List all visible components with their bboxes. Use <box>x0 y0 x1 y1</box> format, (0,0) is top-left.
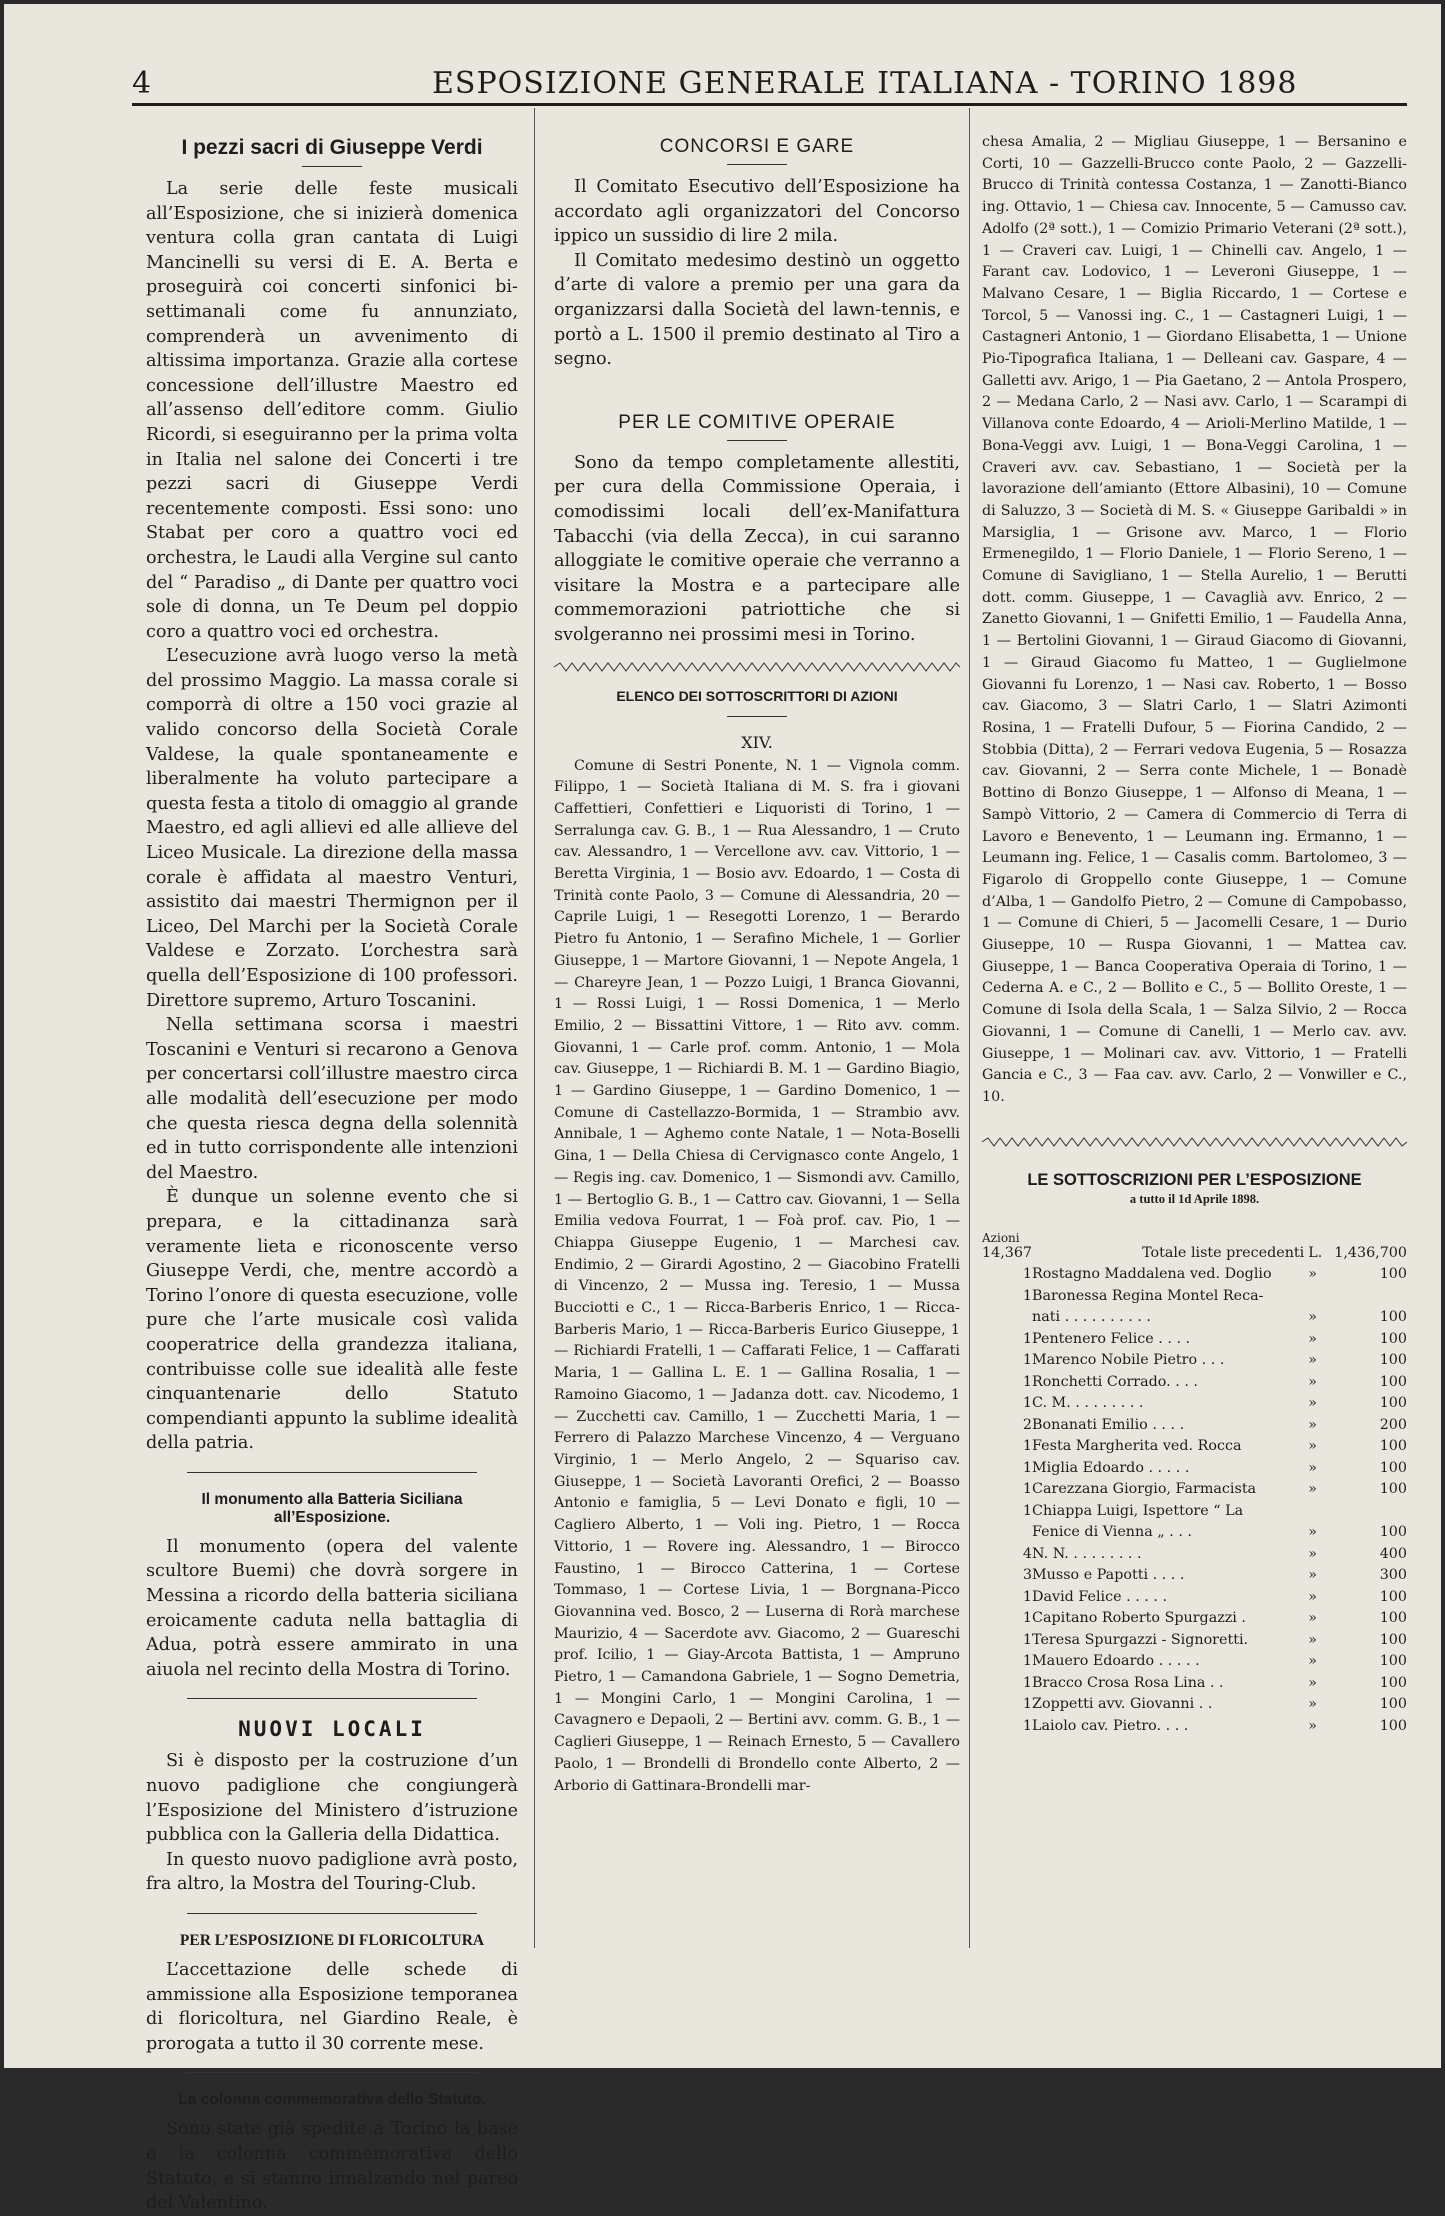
shares-cell <box>982 1524 1032 1546</box>
divider <box>187 1913 477 1914</box>
table-row <box>982 1331 1407 1353</box>
table-row <box>982 1632 1407 1654</box>
shares-cell: 3 <box>1022 1567 1033 1584</box>
shares-cell: 1 <box>1022 1352 1033 1369</box>
shares-cell: 1 <box>1022 1459 1033 1476</box>
article-title: CONCORSI E GARE <box>659 136 855 157</box>
table-row <box>982 1546 1407 1568</box>
ditto-cell: » <box>1308 1395 1317 1412</box>
amount-cell: 100 <box>1379 1588 1407 1605</box>
name-cell: N. N. . . . . . . . . <box>1032 1545 1142 1562</box>
name-cell: Mauero Edoardo . . . . . <box>1032 1653 1200 1670</box>
list-number: XIV. <box>741 732 773 752</box>
amount-cell: 100 <box>1379 1395 1407 1412</box>
ditto-cell: » <box>1308 1438 1317 1455</box>
name-cell: Pentenero Felice . . . . <box>1032 1330 1191 1347</box>
ornamental-rule <box>982 1137 1407 1147</box>
shares-cell: 1 <box>1022 1631 1033 1648</box>
ditto-cell: » <box>1308 1373 1317 1390</box>
ditto-cell: » <box>1308 1588 1317 1605</box>
amount-cell: 100 <box>1379 1653 1407 1670</box>
article-nuovi-locali <box>146 1717 518 1897</box>
ditto-cell: » <box>1308 1459 1317 1476</box>
table-row <box>982 1524 1407 1546</box>
table-row <box>982 1503 1407 1525</box>
paragraph: L’accettazione delle schede di ammissione alla Esposizione temporanea di floricoltura, nel Giardino Reale, è prorogata a tutto il 30 corrente mese. <box>146 1960 518 2054</box>
name-cell: Fenice di Vienna „ . . . <box>1032 1524 1192 1541</box>
divider <box>187 1698 477 1699</box>
shares-cell: 1 <box>1022 1502 1033 1519</box>
article-monumento <box>146 1491 518 1683</box>
table-row <box>982 1481 1407 1503</box>
article-title: I pezzi sacri di Giuseppe Verdi <box>181 136 483 159</box>
column-divider <box>534 108 535 1948</box>
amount-cell: 1,436,700 <box>1334 1244 1407 1261</box>
divider <box>727 716 787 717</box>
table-row <box>982 1718 1407 1740</box>
amount-cell: 100 <box>1379 1481 1407 1498</box>
name-cell: C. M. . . . . . . . . <box>1032 1395 1144 1412</box>
amount-cell: 200 <box>1379 1416 1407 1433</box>
name-cell: Teresa Spurgazzi - Signoretti. <box>1032 1631 1249 1648</box>
table-row <box>982 1675 1407 1697</box>
article-comitive <box>554 412 960 648</box>
article-title: ELENCO DEI SOTTOSCRITTORI DI AZIONI <box>616 687 898 704</box>
shares-cell: 1 <box>1022 1373 1033 1390</box>
ditto-cell: » <box>1308 1352 1317 1369</box>
shares-cell: 1 <box>1022 1266 1033 1283</box>
name-cell: Bonanati Emilio . . . . <box>1032 1416 1185 1433</box>
section-title: LE SOTTOSCRIZIONI PER L’ESPOSIZIONE <box>1027 1170 1362 1189</box>
subscriptions-table <box>982 1245 1407 1740</box>
ditto-cell: » <box>1308 1717 1317 1734</box>
column-label: Azioni <box>982 1230 1020 1245</box>
ditto-cell: » <box>1308 1545 1317 1562</box>
section-subtitle: a tutto il 1d Aprile 1898. <box>1129 1191 1260 1206</box>
amount-cell: 100 <box>1379 1524 1407 1541</box>
paragraph: Sono da tempo completamente allestiti, per cura della Commissione Operaia, i comodissimi locali dell’ex-Manifattura Tabacchi (via della Zecca), in cui saranno alloggiate le comitive operaie che verranno a visitare la Mostra e a partecipare alle commemorazioni patriottiche che si svolgeranno nei prossimi mesi in Torino. <box>554 452 960 645</box>
shares-cell: 1 <box>1022 1674 1033 1691</box>
shares-cell: 1 <box>1022 1330 1033 1347</box>
name-cell: Miglia Edoardo . . . . . <box>1032 1459 1190 1476</box>
page-title: ESPOSIZIONE GENERALE ITALIANA - TORINO 1898 <box>432 66 1298 101</box>
header-rule <box>132 103 1407 106</box>
paragraph: In questo nuovo padiglione avrà posto, fra altro, la Mostra del Touring-Club. <box>146 1849 518 1895</box>
amount-cell <box>1334 1288 1407 1310</box>
unit-cell: L. <box>1308 1244 1323 1261</box>
shares-cell: 1 <box>1022 1588 1033 1605</box>
shares-cell: 14,367 <box>982 1244 1033 1261</box>
name-cell: Bracco Crosa Rosa Lina . . <box>1032 1674 1224 1691</box>
divider <box>187 1472 477 1473</box>
amount-cell: 400 <box>1379 1545 1407 1562</box>
name-cell: Musso e Papotti . . . . <box>1032 1567 1185 1584</box>
column-1 <box>146 114 518 2216</box>
amount-cell <box>1334 1503 1407 1525</box>
table-row <box>982 1653 1407 1675</box>
amount-cell: 100 <box>1379 1696 1407 1713</box>
paragraph: Si è disposto per la costruzione d’un nuovo padiglione che congiungerà l’Esposizione del Ministero d’istruzione pubblica con la Galleria della Didattica. <box>146 1751 518 1846</box>
paragraph: Il monumento (opera del valente scultore Buemi) che dovrà sorgere in Messina a ricordo della batteria siciliana eroicamente caduta nella battaglia di Adua, potrà essere ammirato in una aiuola nel recinto della Mostra di Torino. <box>146 1536 518 1680</box>
table-row <box>982 1352 1407 1374</box>
ditto-cell <box>1308 1288 1334 1310</box>
table-row <box>982 1266 1407 1288</box>
table-row <box>982 1460 1407 1482</box>
ditto-cell: » <box>1308 1416 1317 1433</box>
shares-cell: 2 <box>1022 1416 1033 1433</box>
name-cell: Totale liste precedenti <box>1142 1244 1305 1261</box>
table-row <box>982 1288 1407 1310</box>
paragraph: Nella settimana scorsa i maestri Toscanini e Venturi si recarono a Genova per concertarsi coll’illustre maestro circa alle modalità dell’esecuzione per modo che questa riesca degna della solennità ed in tutto corrispondente alle intenzioni del Maestro. <box>146 1015 518 1183</box>
ditto-cell <box>1308 1503 1334 1525</box>
name-cell: Capitano Roberto Spurgazzi . <box>1032 1610 1246 1627</box>
shares-cell: 1 <box>1022 1481 1033 1498</box>
name-cell: Ronchetti Corrado. . . . <box>1032 1373 1198 1390</box>
subscriber-list: Comune di Sestri Ponente, N. 1 — Vignola comm. Filippo, 1 — Società Italiana di M. S. fra i giovani Caffettieri, Confettieri e Liquoristi di Torino, 1 — Serralunga cav. G. B., 1 — Rua Alessandro, 1 — Cruto cav. Alessandro, 1 — Vercellone avv. cav. Vittorio, 1 — Beretta Virginia, 1 — Bosio avv. Edoardo, 1 — Costa di Trinità conte Paolo, 3 — Comune di Alessandria, 20 — Caprile Luigi, 1 — Resegotti Lorenzo, 1 — Berardo Pietro fu Antonio, 1 — Serafino Michele, 1 — Gorlier Giuseppe, 1 — Martore Giovanni, 1 — Nepote Angela, 1 — Chareyre Jean, 1 — Pozzo Luigi, 1 Branca Giovanni, 1 — Rossi Luigi, 1 — Rossi Domenica, 1 — Merlo Emilio, 2 — Bissattini Vittore, 1 — Rito avv. comm. Giovanni, 1 — Carle prof. comm. Antonio, 1 — Mola cav. Giuseppe, 1 — Richiardi B. M. 1 — Gardino Biagio, 1 — Gardino Giuseppe, 1 — Gardino Domenico, 1 — Comune di Castellazzo-Bormida, 1 — Strambio avv. Annibale, 1 — Aghemo conte Natale, 1 — Nota-Boselli Gina, 1 — Della Chiesa di Cervignasco conte Angelo, 1 — Regis ing. cav. Domenico, 1 — Sismondi avv. Camillo, 1 — Bertoglio G. B., 1 — Cattro cav. Giovanni, 1 — Sella Emilia vedova Fourrat, 1 — Foà prof. cav. Pio, 1 — Chiappa Giuseppe Eugenio, 1 — Marchesi cav. Endimio, 2 — Girardi Agostino, 2 — Giacobino Fratelli di Vincenzo, 2 — Mussa ing. Teresio, 1 — Mussa Bucciotti e C., 1 — Ricca-Barberis Enrico, 1 — Ricca-Barberis Mario, 1 — Ricca-Barberis Eurico Giuseppe, 1 — Richiardi Fratelli, 1 — Caffarati Felice, 1 — Caffarati Maria, 1 — Gallina L. E. 1 — Gallina Rosalia, 1 — Ramoino Giacomo, 1 — Jadanza dott. cav. Nicodemo, 1 — Zucchetti cav. Camillo, 1 — Zucchetti Maria, 1 — Ferrero di Palazzo Marchese Vincenzo, 4 — Verguano Virginio, 1 — Merlo Angelo, 2 — Squariso cav. Giuseppe, 1 — Società Lavoranti Orefici, 2 — Boasso Antonio e famiglia, 5 — Levi Donato e figli, 10 — Cagliero Alberto, 1 — Voli ing. Pietro, 1 — Rocca Vittorio, 1 — Rovere ing. Alessandro, 1 — Birocco Faustino, 1 — Birocco Catterina, 1 — Cortese Tommaso, 1 — Cortese Livia, 1 — Borgnana-Picco Giovannina ved. Bosco, 2 — Luserna di Rorà marchese Maurizio, 4 — Sacerdote avv. Giacomo, 2 — Guareschi prof. Icilio, 1 — Giay-Arcota Battista, 1 — Ampruno Pietro, 1 — Camandona Gabriele, 1 — Sogno Demetria, 1 — Mongini Carlo, 1 — Mongini Carolina, 1 — Cavagnero e Depaoli, 2 — Bertini avv. comm. G. B., 1 — Caglieri Giuseppe, 1 — Reinach Ernesto, 5 — Cavallero Paolo, 1 — Brondelli di Brondello conte Alberto, 2 — Arborio di Gattinara-Brondelli mar- <box>554 757 960 1794</box>
paragraph: Il Comitato medesimo destinò un oggetto d’arte di valore a premio per una gara da organizzarsi dalla Società del lawn-tennis, e portò a L. 1500 il premio destinato al Tiro a segno. <box>554 250 960 370</box>
ditto-cell: » <box>1308 1524 1317 1541</box>
article-title: NUOVI LOCALI <box>238 1717 426 1742</box>
amount-cell: 100 <box>1379 1459 1407 1476</box>
shares-cell: 1 <box>1022 1287 1033 1304</box>
column-3 <box>982 114 1407 1739</box>
name-cell: Zoppetti avv. Giovanni . . <box>1032 1696 1213 1713</box>
column-2 <box>554 114 960 1797</box>
subscriber-list-continued: chesa Amalia, 2 — Migliau Giuseppe, 1 — Bersanino e Corti, 10 — Gazzelli-Brucco conte Paolo, 2 — Gazzelli-Brucco di Trinità contessa Costanza, 1 — Zanotti-Bianco ing. Ottavio, 1 — Chiesa cav. Innocente, 5 — Camusso cav. Adolfo (2ª sott.), 1 — Comizio Primario Veterani (2ª sott.), 1 — Craveri cav. Luigi, 1 — Chinelli cav. Angelo, 1 — Farant cav. Lodovico, 1 — Leveroni Giuseppe, 1 — Malvano Cesare, 1 — Biglia Riccardo, 1 — Cortese e Torcol, 5 — Vanossi ing. C., 1 — Castagneri Luigi, 1 — Castagneri Antonio, 1 — Giordano Elisabetta, 1 — Unione Pio-Tipografica Italiana, 1 — Delleani cav. Gaspare, 4 — Galletti avv. Arigo, 1 — Pia Gaetano, 2 — Antola Prospero, 2 — Medana Carlo, 2 — Nasi avv. Carlo, 1 — Scarampi di Villanova conte Edoardo, 4 — Arioli-Merlino Matilde, 1 — Bona-Veggi avv. Luigi, 1 — Bona-Veggi Carolina, 1 — Craveri avv. cav. Sebastiano, 1 — Società per la lavorazione dell’amianto (Ettore Albasini), 10 — Comune di Saluzzo, 3 — Società di M. S. « Giuseppe Garibaldi » in Marsiglia, 1 — Grisone avv. Marco, 1 — Florio Ermenegildo, 1 — Florio Daniele, 1 — Florio Sereno, 1 — Comune di Savigliano, 1 — Stella Aurelio, 1 — Berutti dott. comm. Giuseppe, 1 — Cavaglià avv. Enrico, 2 — Zanetto Giovanni, 1 — Gnifetti Emilio, 1 — Faudella Anna, 1 — Bertolini Giovanni, 1 — Giraud Giacomo di Giovanni, 1 — Giraud Giacomo fu Matteo, 1 — Guglielmone Giovanni fu Lorenzo, 1 — Nasi cav. Roberto, 1 — Bosso cav. Giacomo, 3 — Slatri Carlo, 1 — Slatri Azimonti Rosina, 1 — Fratelli Dufour, 5 — Fiorina Candido, 2 — Stobbia (Ditta), 2 — Ferrari vedova Eugenia, 5 — Rosazza cav. Giovanni, 2 — Serra conte Michele, 1 — Bonadè Bottino di Bonzo Giuseppe, 1 — Alfonso di Meana, 1 — Sampò Vittorio, 2 — Camera di Commercio di Terra di Lavoro e Benevento, 1 — Leumann ing. Ermanno, 1 — Leumann ing. Felice, 1 — Casalis comm. Bartolomeo, 3 — Figarolo di Groppello conte Giuseppe, 1 — Comune d’Alba, 1 — Gandolfo Pietro, 2 — Comune di Campobasso, 1 — Comune di Chieri, 5 — Jacomelli Cesare, 1 — Durio Giuseppe, 10 — Ruspa Giovanni, 1 — Mattea cav. Giuseppe, 1 — Banca Cooperativa Operaia di Torino, 1 — Cederna A. e C., 2 — Bollito e C., 5 — Bollito Oreste, 1 — Comune di Isola della Scala, 1 — Salza Silvio, 2 — Rocca Giovanni, 1 — Comune di Canelli, 1 — Merlo cav. avv. Giuseppe, 1 — Molinari cav. avv. Vittorio, 1 — Fratelli Gancia e C., 3 — Faa cav. avv. Carlo, 2 — Vonwiller e C., 10. <box>982 134 1407 1105</box>
article-title: PER L’ESPOSIZIONE DI FLORICOLTURA <box>179 1932 485 1949</box>
name-cell: Festa Margherita ved. Rocca <box>1032 1438 1242 1455</box>
article-verdi <box>146 136 518 1456</box>
shares-cell: 1 <box>1022 1653 1033 1670</box>
table-row <box>982 1696 1407 1718</box>
amount-cell: 100 <box>1379 1631 1407 1648</box>
ditto-cell: » <box>1308 1309 1317 1326</box>
shares-cell: 1 <box>1022 1395 1033 1412</box>
amount-cell: 100 <box>1379 1610 1407 1627</box>
ornamental-rule <box>554 662 960 672</box>
table-row <box>982 1417 1407 1439</box>
table-row <box>982 1610 1407 1632</box>
divider <box>302 166 362 167</box>
ditto-cell: » <box>1308 1266 1317 1283</box>
ditto-cell: » <box>1308 1696 1317 1713</box>
paragraph: La serie delle feste musicali all’Esposizione, che si inizierà domenica ventura colla gran cantata di Luigi Mancinelli su versi di E. A. Berta e proseguirà coi concerti sinfonici bi-settimanali come fu annunziato, comprenderà un avvenimento di altissima importanza. Grazie alla cortese concessione dell’illustre Maestro ed all’assenso dell’editore comm. Giulio Ricordi, si eseguiranno per la prima volta in Italia nel salone dei Concerti i tre pezzi sacri di Giuseppe Verdi recentemente composti. Essi sono: uno Stabat per coro a quattro voci ed orchestra, le Laudi alla Vergine sul canto del “ Paradiso „ di Dante per quattro voci sole di donna, un Te Deum pel doppio coro a quattro voci ed orchestra. <box>146 179 518 642</box>
ditto-cell: » <box>1308 1330 1317 1347</box>
name-cell: Baronessa Regina Montel Reca- <box>1032 1287 1264 1304</box>
newspaper-page <box>4 4 1441 2214</box>
name-cell: Laiolo cav. Pietro. . . . <box>1032 1717 1189 1734</box>
divider <box>727 440 787 441</box>
paragraph: Il Comitato Esecutivo dell’Esposizione ha accordato agli organizzatori del Concorso ippico un sussidio di lire 2 mila. <box>554 177 960 247</box>
ditto-cell: » <box>1308 1481 1317 1498</box>
article-elenco <box>554 688 960 1798</box>
table-row <box>982 1567 1407 1589</box>
name-cell: Rostagno Maddalena ved. Doglio <box>1032 1266 1272 1283</box>
name-cell: nati . . . . . . . . . . <box>1032 1309 1151 1326</box>
amount-cell: 100 <box>1379 1373 1407 1390</box>
column-divider <box>969 108 970 1948</box>
ditto-cell: » <box>1308 1567 1317 1584</box>
shares-cell: 1 <box>1022 1610 1033 1627</box>
amount-cell: 100 <box>1379 1717 1407 1734</box>
article-title: La colonna commemorativa dello Statuto. <box>178 2091 486 2109</box>
ditto-cell: » <box>1308 1674 1317 1691</box>
paragraph: È dunque un solenne evento che si prepara, e la cittadinanza sarà veramente lieta e riconoscente verso Giuseppe Verdi, che, mentre accordò a Torino l’onore di questa esecuzione, volle pure che l’arte musicale così valida cooperatrice della grandezza italiana, contribuisse colle sue idealità alle feste cinquantenarie dello Statuto compendianti appunto la sublime idealità della patria. <box>146 1187 518 1454</box>
ditto-cell: » <box>1308 1653 1317 1670</box>
amount-cell: 100 <box>1379 1352 1407 1369</box>
ditto-cell: » <box>1308 1631 1317 1648</box>
table-row <box>982 1438 1407 1460</box>
page-number: 4 <box>132 66 152 101</box>
name-cell: David Felice . . . . . <box>1032 1588 1168 1605</box>
table-row <box>982 1245 1407 1267</box>
subscriptions-table-section <box>982 1171 1407 1740</box>
shares-cell <box>982 1309 1032 1331</box>
shares-cell: 1 <box>1022 1438 1033 1455</box>
article-floricoltura <box>146 1932 518 2056</box>
shares-cell: 1 <box>1022 1717 1033 1734</box>
name-cell: Chiappa Luigi, Ispettore “ La <box>1032 1502 1244 1519</box>
shares-cell: 4 <box>1022 1545 1033 1562</box>
paragraph: L’esecuzione avrà luogo verso la metà del prossimo Maggio. La massa corale si comporrà di oltre a 150 voci grazie al valido concorso della Società Corale Valdese, la quale spontaneamente e liberalmente ha voluto partecipare a questa festa a titolo di omaggio al grande Maestro, ed agli allievi ed alle allieve del Liceo Musicale. La direzione della massa corale è affidata al maestro Venturi, assistito dai maestri Thermignon per il Liceo, Del Marchi per la Società Corale Valdese e Zorzato. L’orchestra sarà quella dell’Esposizione di 100 professori. Direttore supremo, Arturo Toscanini. <box>146 646 519 1011</box>
ditto-cell: » <box>1308 1610 1317 1627</box>
table-row <box>982 1309 1407 1331</box>
divider <box>187 2072 477 2073</box>
shares-cell: 1 <box>1022 1696 1033 1713</box>
amount-cell: 100 <box>1379 1438 1407 1455</box>
table-row <box>982 1395 1407 1417</box>
divider <box>727 164 787 165</box>
paragraph: Sono state già spedite a Torino la base e la colonna commemorativa dello Statuto, e si stanno innalzando nel pareo del Valentino. <box>146 2119 518 2214</box>
page-header <box>132 66 1407 106</box>
amount-cell: 100 <box>1379 1674 1407 1691</box>
article-title: Il monumento alla Batteria Siciliana all’Esposizione. <box>201 1490 463 1526</box>
amount-cell: 100 <box>1379 1330 1407 1347</box>
article-concorsi <box>554 136 960 372</box>
name-cell: Marenco Nobile Pietro . . . <box>1032 1352 1225 1369</box>
name-cell: Carezzana Giorgio, Farmacista <box>1032 1481 1257 1498</box>
article-title: PER LE COMITIVE OPERAIE <box>618 411 896 433</box>
amount-cell: 100 <box>1379 1266 1407 1283</box>
amount-cell: 100 <box>1379 1309 1407 1326</box>
article-colonna <box>146 2091 518 2215</box>
table-row <box>982 1589 1407 1611</box>
table-row <box>982 1374 1407 1396</box>
amount-cell: 300 <box>1379 1567 1407 1584</box>
